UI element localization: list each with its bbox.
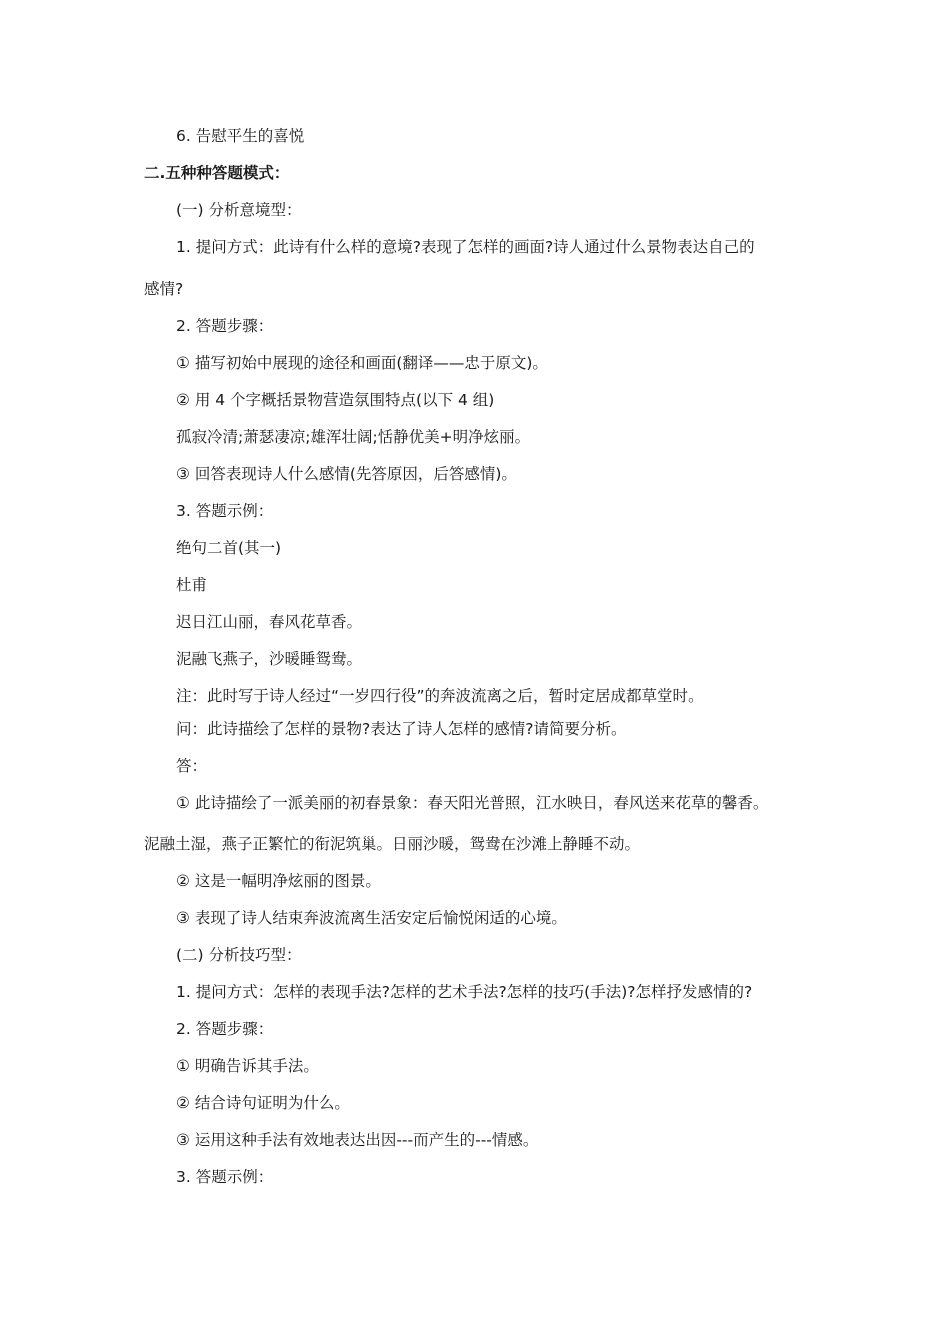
poem-line-1: 迟日江山丽，春风花草香。 bbox=[176, 613, 363, 631]
section-heading-answer-modes: 二.五种种答题模式： bbox=[144, 164, 290, 182]
technique-step-2: ② 结合诗句证明为什么。 bbox=[176, 1094, 350, 1112]
poem-line-2: 泥融飞燕子，沙暖睡鸳鸯。 bbox=[176, 650, 363, 668]
poem-title: 绝句二首(其一) bbox=[176, 539, 282, 557]
example-heading-2: 3. 答题示例： bbox=[176, 1168, 274, 1186]
poem-question: 问：此诗描绘了怎样的景物?表达了诗人怎样的感情?请简要分析。 bbox=[176, 720, 627, 738]
answer-item-2: ② 这是一幅明净炫丽的图景。 bbox=[176, 872, 381, 890]
technique-step-3: ③ 运用这种手法有效地表达出因---而产生的---情感。 bbox=[176, 1131, 539, 1149]
poem-note: 注：此时写于诗人经过“一岁四行役”的奔波流离之后，暂时定居成都草堂时。 bbox=[176, 687, 704, 705]
paragraph-question-method-1: 1. 提问方式：此诗有什么样的意境?表现了怎样的画面?诗人通过什么景物表达自己的 bbox=[176, 238, 755, 256]
paragraph-question-method-1-cont: 感情? bbox=[144, 280, 184, 298]
poem-author: 杜甫 bbox=[176, 576, 208, 594]
example-heading: 3. 答题示例： bbox=[176, 502, 274, 520]
step-item-3: ③ 回答表现诗人什么感情(先答原因，后答感情)。 bbox=[176, 465, 517, 483]
paragraph-answer-steps-heading-2: 2. 答题步骤： bbox=[176, 1020, 274, 1038]
paragraph-answer-steps-heading: 2. 答题步骤： bbox=[176, 317, 274, 335]
answer-item-1-cont: 泥融土湿，燕子正繁忙的衔泥筑巢。日丽沙暖，鸳鸯在沙滩上静睡不动。 bbox=[144, 835, 641, 853]
answer-item-3: ③ 表现了诗人结束奔波流离生活安定后愉悦闲适的心境。 bbox=[176, 909, 567, 927]
subsection-heading-technique: (二) 分析技巧型： bbox=[176, 946, 302, 964]
paragraph-question-method-2: 1. 提问方式：怎样的表现手法?怎样的艺术手法?怎样的技巧(手法)?怎样抒发感情的? bbox=[176, 983, 753, 1001]
answer-item-1: ① 此诗描绘了一派美丽的初春景象：春天阳光普照，江水映日，春风送来花草的馨香。 bbox=[176, 794, 769, 812]
technique-step-1: ① 明确告诉其手法。 bbox=[176, 1057, 319, 1075]
atmosphere-groups: 孤寂冷清;萧瑟凄凉;雄浑壮阔;恬静优美+明净炫丽。 bbox=[176, 428, 531, 446]
answer-label: 答： bbox=[176, 757, 208, 775]
step-item-2: ② 用 4 个字概括景物营造氛围特点(以下 4 组) bbox=[176, 391, 495, 409]
step-item-1: ① 描写初始中展现的途径和画面(翻译——忠于原文)。 bbox=[176, 354, 548, 372]
list-item-6: 6. 告慰平生的喜悦 bbox=[176, 127, 305, 145]
subsection-heading-imagery: (一) 分析意境型： bbox=[176, 201, 302, 219]
